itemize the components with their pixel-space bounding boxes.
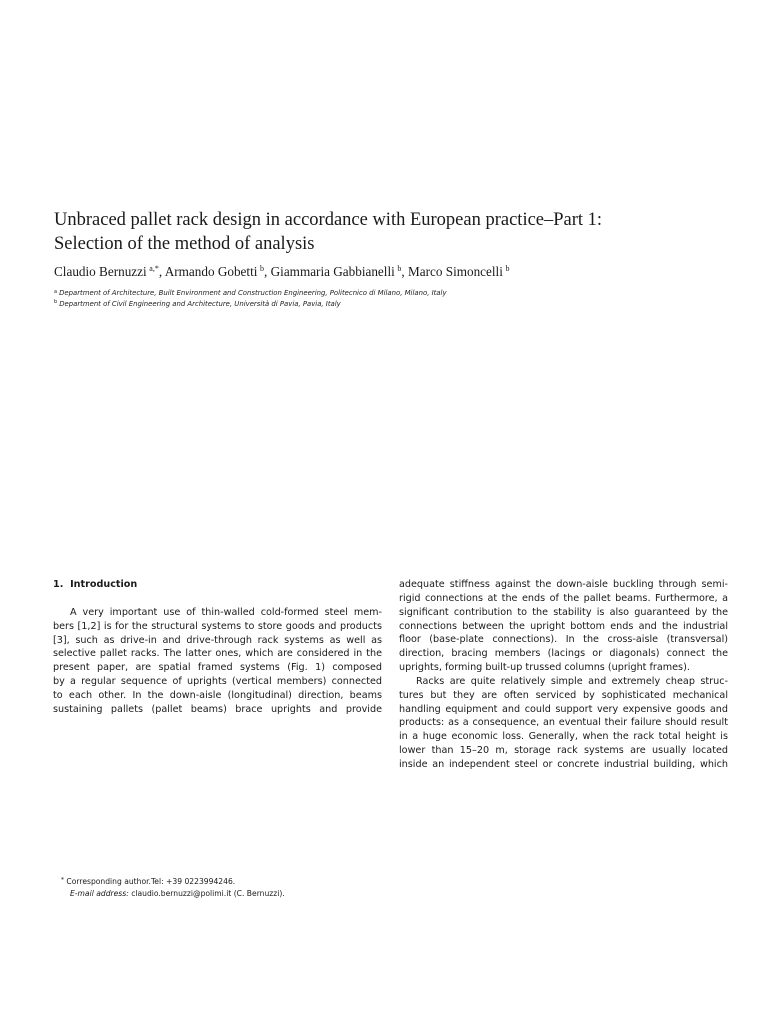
affiliation-text: Department of Civil Engineering and Architecture, Università di Pavia, Pavia, Italy: [59, 299, 341, 308]
text-line: by a regular sequence of uprights (vertical members) connected: [53, 676, 382, 688]
text-line: inside an independent steel or concrete industrial building, which: [399, 758, 728, 770]
section-title: Introduction: [70, 579, 138, 590]
text-line: selective pallet racks. The latter ones, which are considered in the: [53, 648, 382, 660]
text-line: sustaining pallets (pallet beams) brace uprights and provide: [53, 703, 382, 715]
text-line: [3], such as drive-in and drive-through rack systems as well as: [53, 634, 382, 646]
left-column: [53, 578, 382, 717]
author-separator: ,: [158, 264, 165, 279]
body-paragraph: [399, 675, 728, 772]
text-line: rigid connections at the ends of the pallet beams. Furthermore, a: [399, 592, 728, 604]
section-number: 1.: [53, 579, 64, 590]
text-line: present paper, are spatial framed systems (Fig. 1) composed: [53, 662, 382, 674]
text-line: products: as a consequence, an eventual their failure should result: [399, 717, 728, 729]
paper-title-line-1: Unbraced pallet rack design in accordance with European practice–Part 1:: [54, 210, 603, 230]
author-2[interactable]: [165, 264, 264, 279]
corresponding-author-footnote: [61, 876, 361, 899]
text-line: Racks are quite relatively simple and extremely cheap struc-: [416, 675, 728, 687]
email-link[interactable]: claudio.bernuzzi@polimi.it: [131, 888, 232, 898]
author-separator: ,: [401, 264, 409, 279]
author-name: Claudio Bernuzzi: [54, 264, 147, 279]
paper-title-line-2: Selection of the method of analysis: [54, 234, 315, 254]
affiliation-a: [54, 288, 714, 299]
author-3[interactable]: [271, 264, 402, 279]
body-paragraph: [53, 606, 382, 717]
text-line: direction, bracing members (lacings or diagonals) connect the: [399, 648, 728, 660]
email-suffix: (C. Bernuzzi).: [233, 888, 285, 898]
text-line: uprights, forming built-up trussed columns (upright frames).: [399, 662, 690, 674]
text-line: adequate stiffness against the down-aisle buckling through semi-: [399, 579, 728, 590]
text-line: floor (base-plate connections). In the cross-aisle (transversal): [399, 634, 728, 646]
text-line: in a huge economic loss. Generally, when the rack total height is: [399, 731, 728, 743]
body-paragraph: [399, 578, 728, 675]
text-line: tures but they are often serviced by sophisticated mechanical: [399, 689, 728, 701]
affiliation-mark: b: [54, 299, 58, 305]
author-name: Armando Gobetti: [164, 264, 258, 279]
author-separator: ,: [264, 264, 271, 279]
text-line: lower than 15–20 m, storage rack systems are usually located: [399, 745, 728, 757]
author-affiliation-mark: a,*: [149, 264, 159, 273]
text-line: connections between the upright bottom ends and the industrial: [399, 620, 728, 632]
author-name: Giammaria Gabbianelli: [270, 264, 395, 279]
author-affiliation-mark: b: [505, 264, 510, 273]
footnote-line-2: [61, 888, 361, 900]
author-1[interactable]: [54, 264, 159, 279]
text-line: to each other. In the down-aisle (longitudinal) direction, beams: [53, 689, 382, 701]
affiliation-mark: a: [54, 288, 58, 295]
paper-title: [54, 208, 714, 256]
footnote-corresponding: Corresponding author.Tel: +39 0223994246.: [66, 877, 236, 886]
affiliation-list: [54, 288, 714, 309]
right-column: [399, 578, 728, 772]
affiliation-b: [54, 299, 714, 310]
author-name: Marco Simoncelli: [408, 264, 503, 279]
author-4[interactable]: [408, 264, 510, 279]
author-list: [54, 263, 734, 281]
text-line: handling equipment and could support very expensive goods and: [399, 703, 728, 715]
text-line: significant contribution to the stability is also guaranteed by the: [399, 606, 728, 618]
footnote-line-1: [61, 876, 361, 888]
author-affiliation-mark: b: [397, 264, 402, 273]
author-affiliation-mark: b: [260, 264, 265, 273]
text-line: A very important use of thin-walled cold-formed steel mem-: [70, 606, 382, 618]
affiliation-text: Department of Architecture, Built Environment and Construction Engineering, Politecnico di Milano, Milano, Italy: [59, 289, 447, 297]
email-label: E-mail address:: [70, 888, 129, 898]
footnote-mark: *: [61, 876, 64, 884]
section-heading: [53, 578, 382, 592]
text-line: bers [1,2] is for the structural systems to store goods and products: [53, 620, 382, 632]
